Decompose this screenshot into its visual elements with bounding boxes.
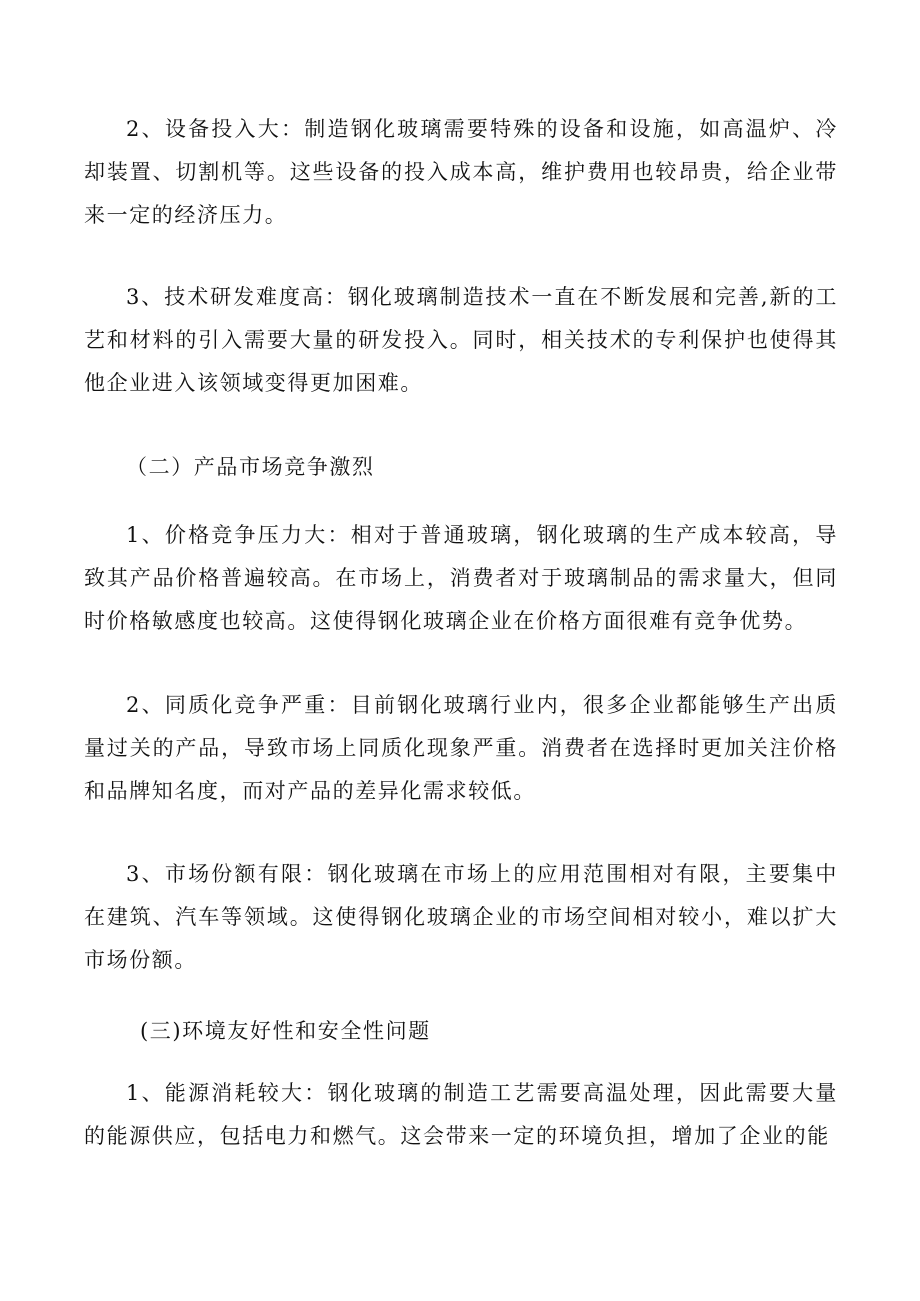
paragraph-homogeneous-competition: 2、同质化竞争严重：目前钢化玻璃行业内，很多企业都能够生产出质量过关的产品，导致市场上同质化现象严重。消费者在选择时更加关注价格和品牌知名度，而对产品的差异化需求较低。 [84,693,838,803]
paragraph-price-competition: 1、价格竞争压力大：相对于普通玻璃，钢化玻璃的生产成本较高，导致其产品价格普遍较高。在市场上，消费者对于玻璃制品的需求量大，但同时价格敏感度也较高。这使得钢化玻璃企业在价格方面很难有竞争优势。 [84,523,838,633]
paragraph-energy-consumption: 1、能源消耗较大：钢化玻璃的制造工艺需要高温处理，因此需要大量的能源供应，包括电力和燃气。这会带来一定的环境负担，增加了企业的能 [84,1081,838,1148]
paragraph-market-share: 3、市场份额有限：钢化玻璃在市场上的应用范围相对有限，主要集中在建筑、汽车等领域。这使得钢化玻璃企业的市场空间相对较小，难以扩大市场份额。 [84,862,838,972]
section-heading-market-competition: （二）产品市场竞争激烈 [126,455,375,479]
paragraph-equipment-investment: 2、设备投入大：制造钢化玻璃需要特殊的设备和设施，如高温炉、冷却装置、切割机等。这些设备的投入成本高，维护费用也较昂贵，给企业带来一定的经济压力。 [84,117,838,227]
paragraph-technology-rd: 3、技术研发难度高：钢化玻璃制造技术一直在不断发展和完善,新的工艺和材料的引入需要大量的研发投入。同时，相关技术的专利保护也使得其他企业进入该领域变得更加困难。 [84,285,838,395]
section-heading-environment-safety: (三)环境友好性和安全性问题 [140,1019,431,1043]
